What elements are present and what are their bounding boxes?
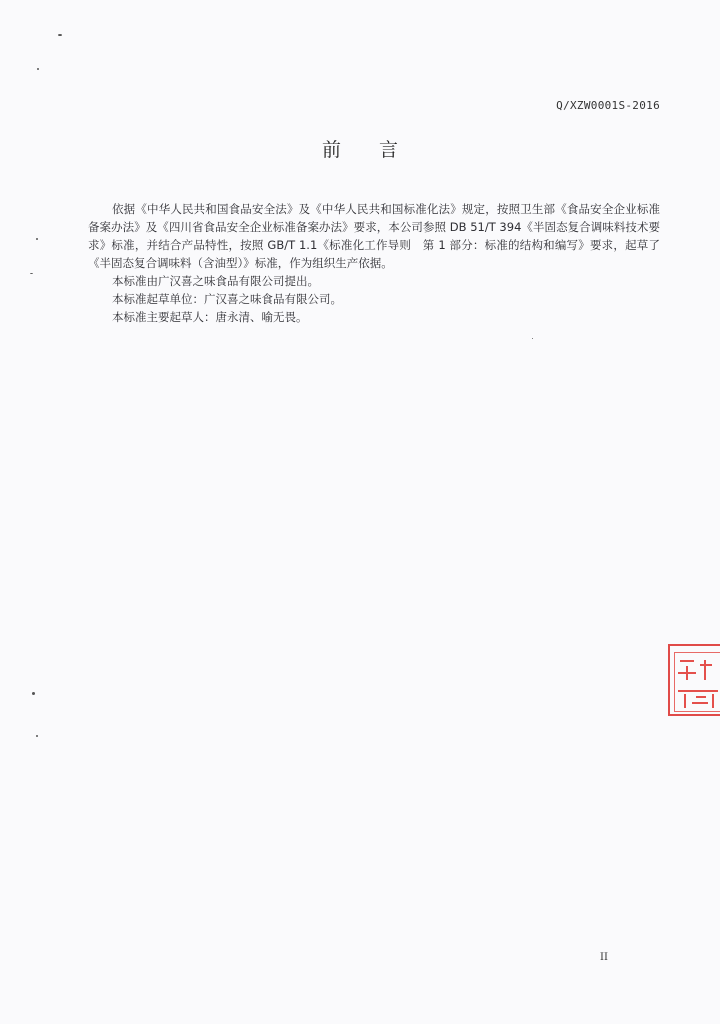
red-seal-stamp [668,644,720,716]
page-title: 前言 [321,139,436,161]
paragraph-proposer: 本标准由广汉喜之味食品有限公司提出。 [112,274,319,288]
scan-speck [58,34,62,36]
seal-mark [684,694,686,708]
preface-body [88,200,660,326]
page-number: II [600,952,608,963]
scan-speck [36,735,38,737]
paragraph-basis: 依据《中华人民共和国食品安全法》及《中华人民共和国标准化法》规定，按照卫生部《食品安全企业标准备案办法》及《四川省食品安全企业标准备案办法》要求，本公司参照 DB 51/T 394《半固态复合调味料技术要求》标准，并结合产品特性，按照 GB/T 1.1《标准化工作导则 第 1 部分：标准的结构和编写》要求，起草了《半固态复合调味料（含油型）》标准，作为组织生产依据。 [88,202,660,270]
scan-speck [37,68,39,70]
seal-mark [678,672,696,674]
seal-mark [696,696,706,698]
paragraph-drafting-unit: 本标准起草单位：广汉喜之味食品有限公司。 [112,292,342,306]
paragraph-drafters: 本标准主要起草人：唐永清、喻无畏。 [112,310,308,324]
scan-speck [532,338,533,339]
seal-mark [712,694,714,708]
seal-mark [700,664,712,666]
seal-mark [704,660,706,680]
scan-speck [32,692,35,695]
seal-mark [692,702,708,704]
seal-mark [678,690,718,692]
scan-speck [30,273,33,274]
scan-speck [36,238,38,240]
document-code: Q/XZW0001S-2016 [556,99,660,112]
seal-mark [680,660,694,662]
